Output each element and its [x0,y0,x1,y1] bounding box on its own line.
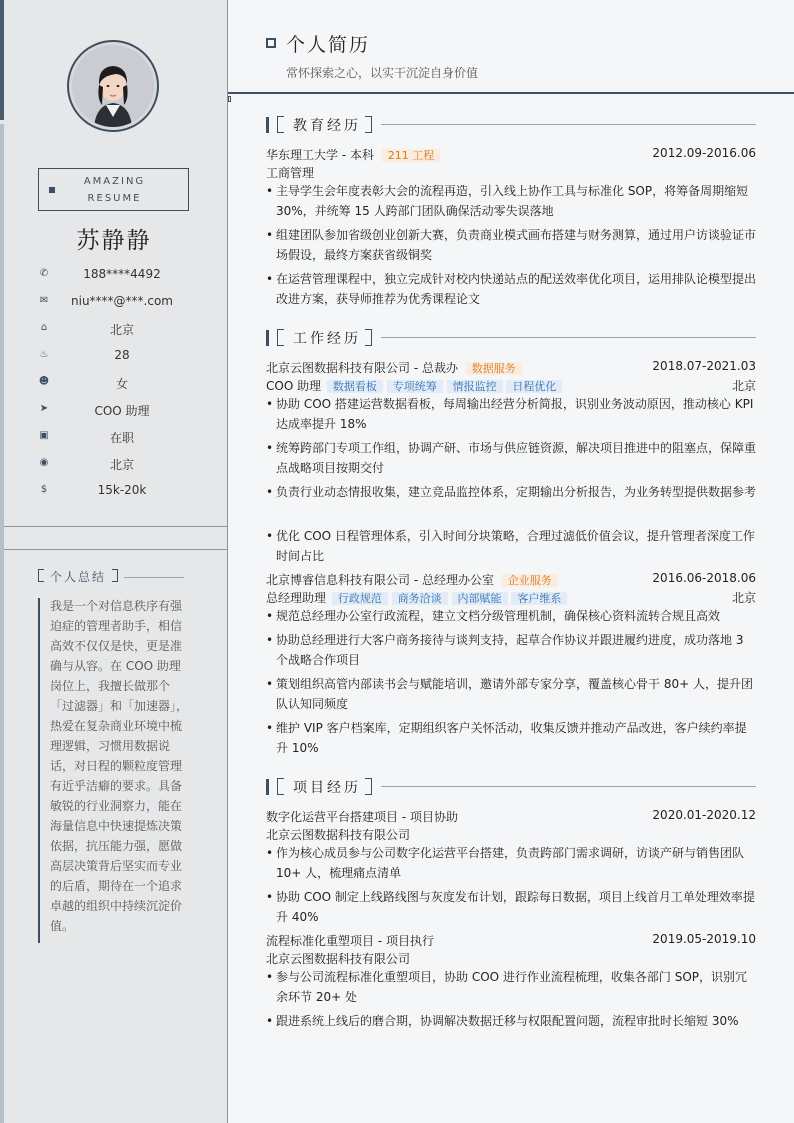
info-email [38,294,198,310]
info-age [38,348,198,364]
section-line [381,124,756,125]
section-title: 教育经历 [293,118,361,134]
info-gender-text: 女 [115,377,128,391]
skill-tag: 行政规范 [332,592,388,605]
project-company: 北京云图数据科技有限公司 [266,828,411,842]
avatar [67,40,159,132]
cake-icon: ♨ [39,349,49,360]
job-company [266,571,558,589]
header-marker [228,96,231,102]
job-company-name: 北京云图数据科技有限公司 - 总裁办 [266,361,458,375]
info-home-text: 北京 [109,323,134,337]
money-icon: $ [40,484,48,495]
project-bullet: • 协助 COO 制定上线路线图与灰度发布计划，跟踪每日数据，项目上线首月工单处理效率提升 40% [266,887,758,927]
info-salary-text: 15k-20k [97,483,147,497]
mail-icon: ✉ [39,295,49,306]
edu-major: 工商管理 [266,166,315,180]
job-tag: 数据服务 [466,362,522,375]
job-company [266,359,522,377]
resume-badge [38,168,189,211]
job-bullet: • 优化 COO 日程管理体系，引入时间分块策略，合理过滤低价值会议，提升管理者深度工作时间占比 [266,526,758,566]
info-phone [38,267,198,283]
section-bar [266,779,269,795]
skill-tag: 内部赋能 [452,592,508,605]
job-bullet: • 维护 VIP 客户档案库，定期组织客户关怀活动，收集反馈并推动产品改进，客户续约率提升 10% [266,718,758,758]
badge-line-1: AMAZING [83,176,146,187]
skill-tag: 情报监控 [447,380,503,393]
job-bullet: • 规范总经理办公室行政流程，建立文档分级管理机制，确保核心资料流转合规且高效 [266,606,758,626]
header-divider [228,92,794,94]
section-bar [266,330,269,346]
summary-accent-bar [38,598,40,943]
info-status [38,429,198,445]
bracket-left-icon [277,329,284,346]
section-line [381,786,756,787]
job-date: 2018.07-2021.03 [652,359,756,373]
info-email-text: niu****@***.com [71,294,173,308]
sidebar [0,0,228,1123]
skill-tag: 客户维系 [511,592,567,605]
page-subtitle: 常怀探索之心，以实干沉淀自身价值 [286,66,479,80]
project-bullet: • 作为核心成员参与公司数字化运营平台搭建，负责跨部门需求调研，访谈产研与销售团队 10+ 人，梳理痛点清单 [266,843,758,883]
job-role-row [266,589,567,607]
project-date: 2019.05-2019.10 [652,932,756,946]
info-status-text: 在职 [109,431,134,445]
sidebar-divider [4,526,227,527]
info-city-text: 北京 [109,458,134,472]
edu-tag: 211 工程 [382,149,441,162]
bracket-right-icon [365,778,372,795]
section-bar [266,117,269,133]
edu-date: 2012.09-2016.06 [652,146,756,160]
location-icon: ◉ [39,457,49,468]
job-bullet: • 负责行业动态情报收集，建立竞品监控体系，定期输出分析报告，为业务转型提供数据参考 [266,482,758,502]
project-company: 北京云图数据科技有限公司 [266,952,411,966]
bracket-right-icon [365,329,372,346]
project-bullet: • 跟进系统上线后的磨合期，协调解决数据迁移与权限配置问题，流程审批时长缩短 30% [266,1011,758,1031]
info-gender [38,375,198,391]
info-age-text: 28 [114,348,130,362]
home-icon: ⌂ [40,322,48,333]
summary-title: 个人总结 [50,570,107,584]
sidebar-accent-lower [0,124,4,1123]
job-tag: 企业服务 [502,574,558,587]
skill-tag: 商务洽谈 [392,592,448,605]
section-title: 项目经历 [293,780,361,796]
edu-bullet: • 组建团队参加省级创业创新大赛，负责商业模式画布搭建与财务测算，通过用户访谈验证市场假设，最终方案获省级铜奖 [266,225,758,265]
bracket-left-icon [277,778,284,795]
summary-text: 我是一个对信息秩序有强迫症的管理者助手，相信高效不仅仅是快，更是准确与从容。在 COO 助理岗位上，我擅长做那个「过滤器」和「加速器」，热爱在复杂商业环境中梳理逻辑，习惯用数据说话，对日程的颗粒度管理有近乎洁癖的要求。具备敏锐的行业洞察力，能在海量信息中快速提炼决策依据，抗压能力强，愿做高层决策背后坚实而专业的后盾，期待在一个追求卓越的组织中持续沉淀价值。 [50,599,189,933]
phone-icon: ✆ [39,268,49,279]
job-bullet: • 协助总经理进行大客户商务接待与谈判支持，起草合作协议并跟进履约进度，成功落地 3 个战略合作项目 [266,630,758,670]
job-company-name: 北京博睿信息科技有限公司 - 总经理办公室 [266,573,494,587]
info-city [38,456,198,472]
job-role: 总经理助理 [266,591,327,605]
summary-heading-line [124,577,184,578]
title-square-icon [266,38,276,48]
job-city: 北京 [731,591,756,605]
project-bullet: • 参与公司流程标准化重塑项目，协助 COO 进行作业流程梳理，收集各部门 SOP，识别冗余环节 20+ 处 [266,967,758,1007]
job-role: COO 助理 [266,379,322,393]
sidebar-divider [4,549,227,550]
info-salary [38,483,198,499]
info-home [38,321,198,337]
project-date: 2020.01-2020.12 [652,808,756,822]
project-name: 数字化运营平台搭建项目 - 项目协助 [266,810,458,824]
sidebar-accent [0,0,4,120]
section-title: 工作经历 [293,331,361,347]
bracket-right-icon [365,116,372,133]
section-projects-heading [266,778,756,796]
edu-bullet: • 在运营管理课程中，独立完成针对校内快递站点的配送效率优化项目，运用排队论模型提出改进方案，获导师推荐为优秀课程论文 [266,269,758,309]
bracket-left-icon [277,116,284,133]
job-bullet: • 协助 COO 搭建运营数据看板，每周输出经营分析简报，识别业务波动原因，推动核心 KPI 达成率提升 18% [266,394,758,434]
section-work-heading [266,329,756,347]
skill-tag: 专项统筹 [387,380,443,393]
avatar-photo [72,45,154,127]
skill-tag: 数据看板 [327,380,383,393]
face-icon: ☻ [38,376,50,387]
job-city: 北京 [731,379,756,393]
briefcase-icon: ▣ [39,430,49,441]
job-bullet: • 策划组织高管内部读书会与赋能培训，邀请外部专家分享，覆盖核心骨干 80+ 人，提升团队认知同频度 [266,674,758,714]
page-title: 个人简历 [286,34,371,56]
section-line [381,337,756,338]
candidate-name: 苏静静 [76,228,152,254]
edu-school [266,146,440,164]
project-name: 流程标准化重塑项目 - 项目执行 [266,934,434,948]
info-position-text: COO 助理 [94,404,150,418]
job-date: 2016.06-2018.06 [652,571,756,585]
bracket-right-icon [112,569,118,582]
job-role-row [266,377,562,395]
info-phone-text: 188****4492 [83,267,161,281]
edu-bullet: • 主导学生会年度表彰大会的流程再造，引入线上协作工具与标准化 SOP，将筹备周期缩短 30%，并统筹 15 人跨部门团队确保活动零失误落地 [266,181,758,221]
section-education-heading [266,116,756,134]
bracket-left-icon [38,569,44,582]
info-position [38,402,198,418]
badge-line-2: RESUME [87,193,142,204]
skill-tag: 日程优化 [506,380,562,393]
edu-school-name: 华东理工大学 - 本科 [266,148,374,162]
job-bullet: • 统筹跨部门专项工作组，协调产研、市场与供应链资源，解决项目推进中的阻塞点，保障重点战略项目按期交付 [266,438,758,478]
send-icon: ➤ [39,403,49,414]
